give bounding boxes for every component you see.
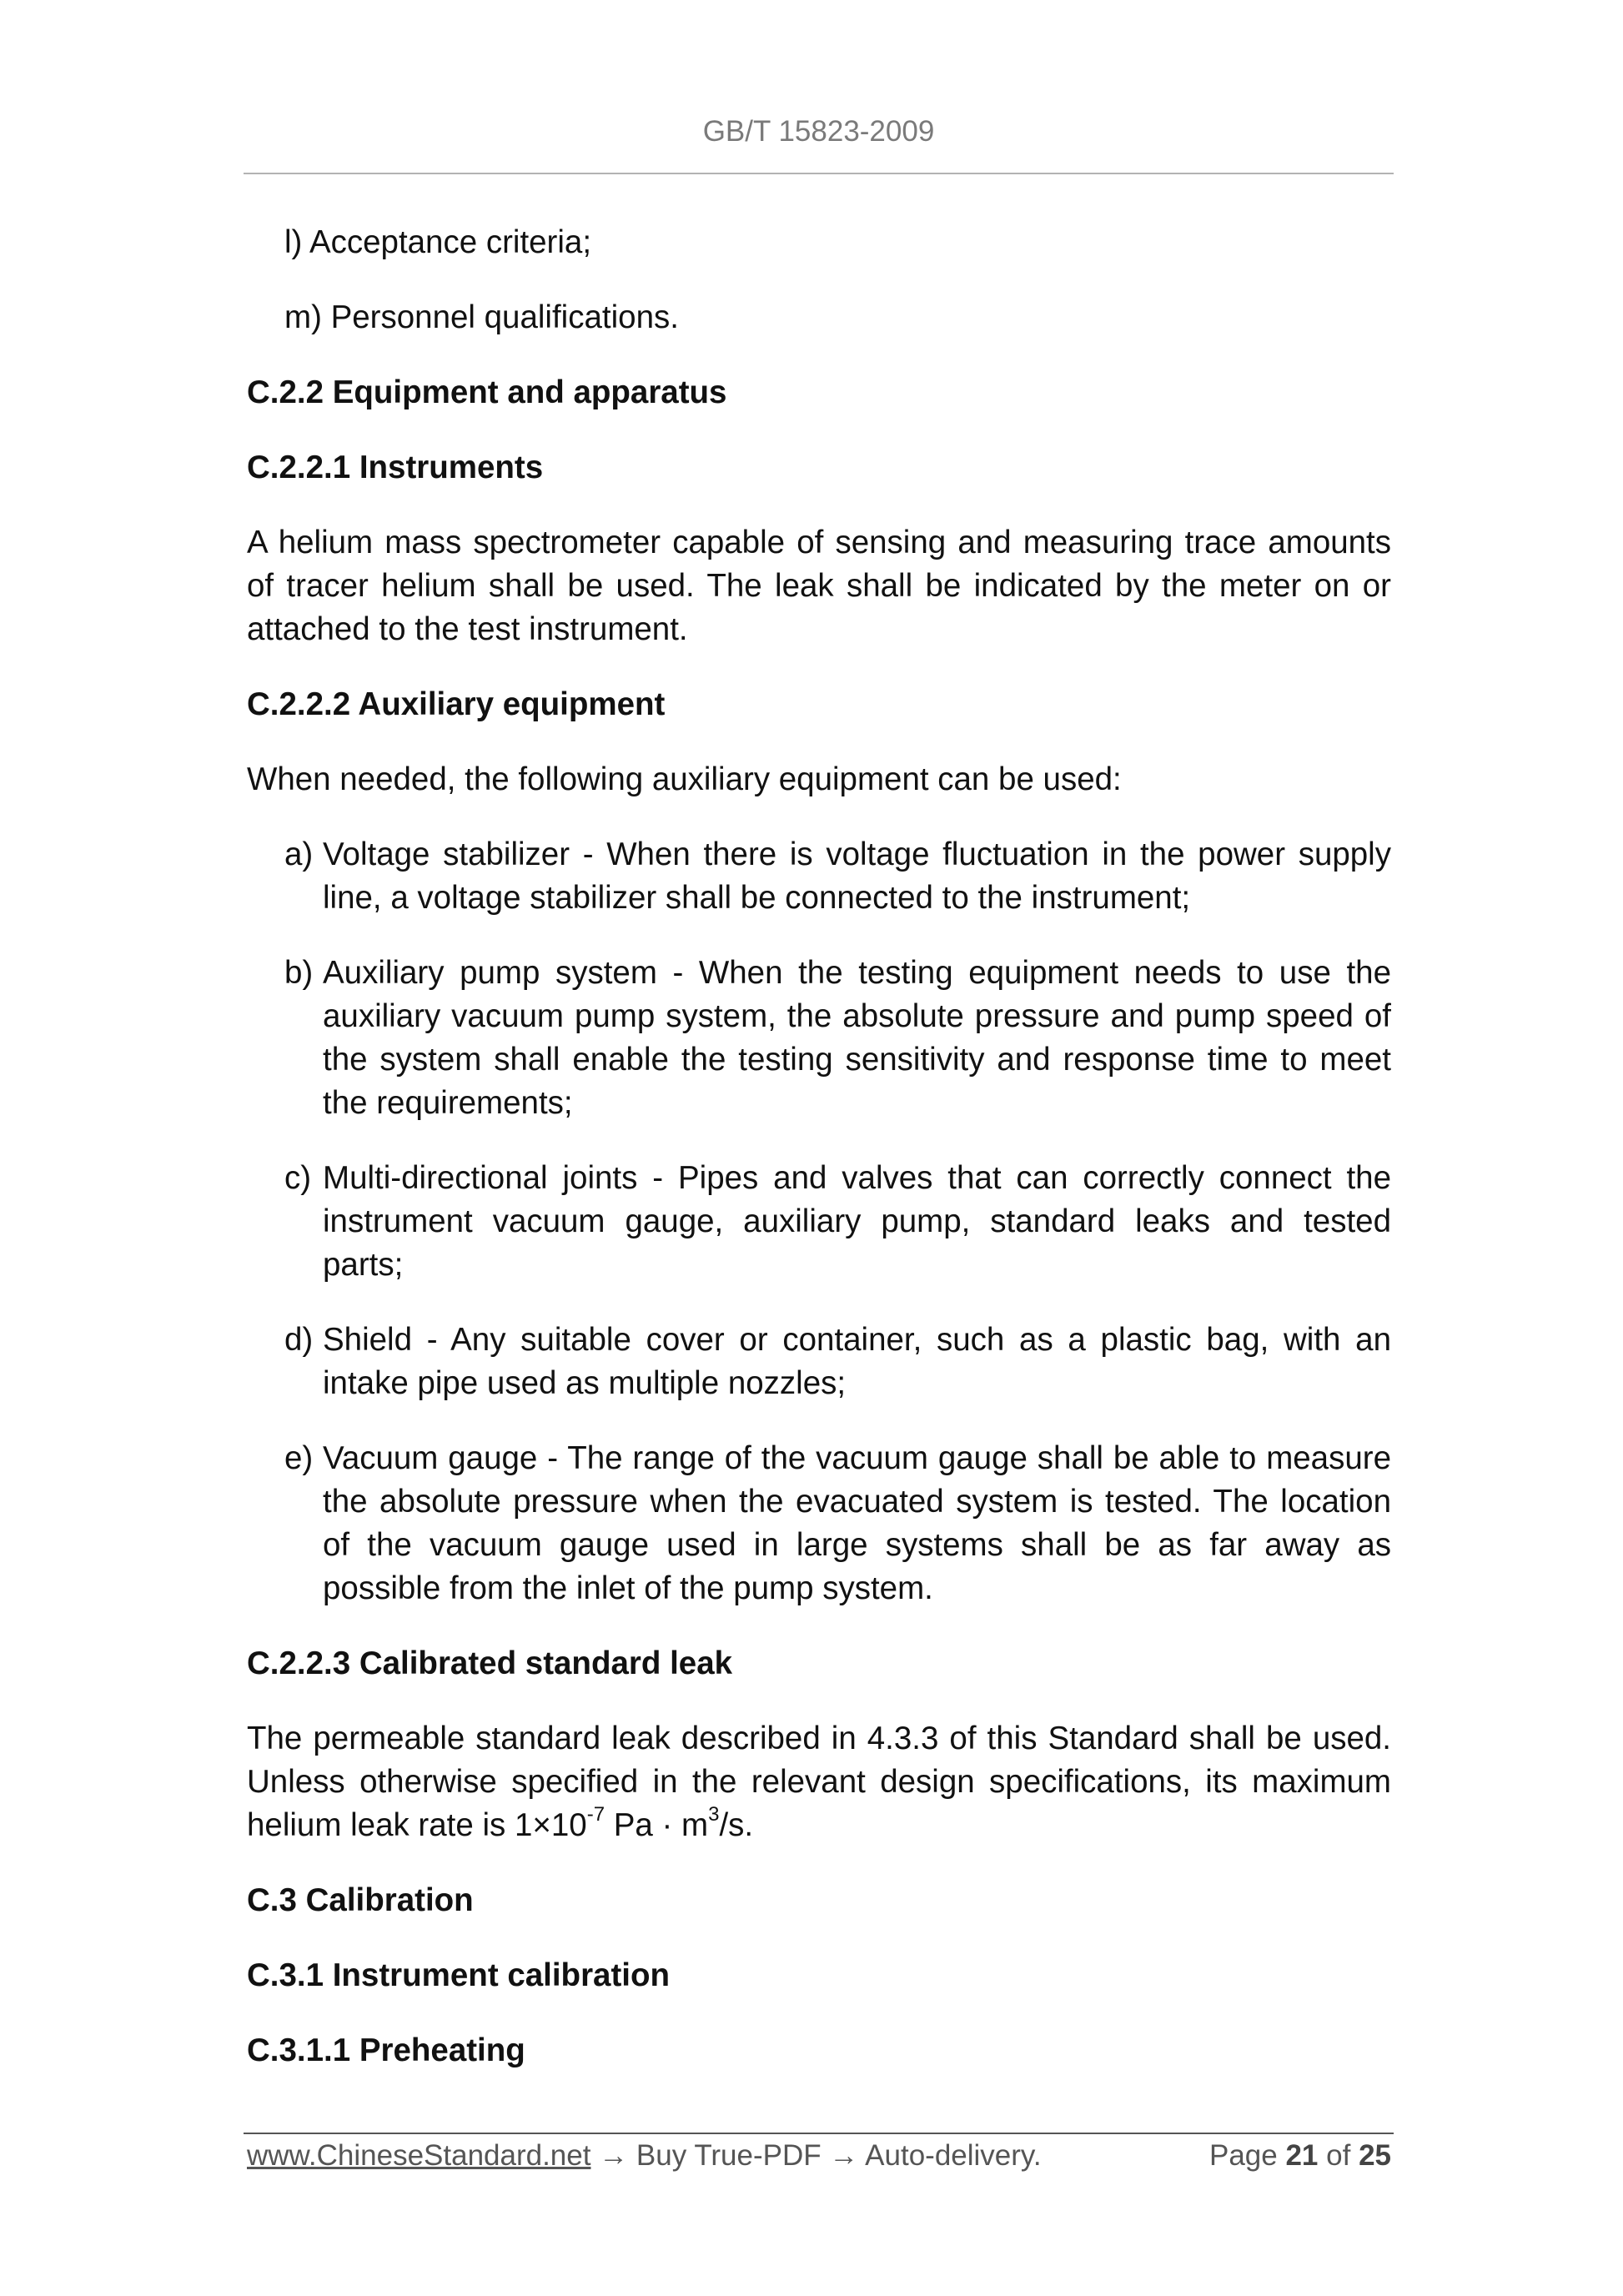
list-label: a) [284,837,314,872]
footer-purchase-text: → Buy True-PDF → Auto-delivery. [590,2139,1042,2172]
list-text: Auxiliary pump system - When the testing equipment needs to use the auxiliary vacuum pump system, the absolute pressure and pump speed of the system shall enable the testing sensitivity and response time to meet the requirements; [323,955,1391,1121]
leak-text-part2: Pa · m [605,1807,709,1843]
page-total: 25 [1359,2139,1391,2172]
list-item-c [284,1157,1391,1287]
paragraph-auxiliary-intro: When needed, the following auxiliary equipment can be used: [247,761,1122,797]
list-text: Vacuum gauge - The range of the vacuum gauge shall be able to measure the absolute pressure when the evacuated system is tested. The location of the vacuum gauge used in large systems shall be as far away as possible from the inlet of the pump system. [323,1440,1391,1606]
paragraph-standard-leak [247,1717,1391,1847]
heading-c-3-1-1: C.3.1.1 Preheating [247,2032,525,2068]
list-item-e [284,1437,1391,1610]
list-text: Voltage stabilizer - When there is voltage fluctuation in the power supply line, a voltage stabilizer shall be connected to the instrument; [323,837,1391,916]
list-item-m: m) Personnel qualifications. [284,299,679,335]
heading-c-2-2-2: C.2.2.2 Auxiliary equipment [247,686,666,722]
page-body [247,221,1391,2104]
heading-c-3-1: C.3.1 Instrument calibration [247,1957,671,1993]
footer-left [247,2139,1042,2173]
heading-c-3: C.3 Calibration [247,1882,474,1918]
list-item-a [284,833,1391,920]
header-rule [244,173,1394,174]
page-current: 21 [1285,2139,1319,2172]
list-label: e) [284,1440,314,1476]
list-item-b [284,952,1391,1125]
list-label: c) [284,1160,312,1196]
heading-c-2-2-3: C.2.2.3 Calibrated standard leak [247,1645,733,1681]
leak-text-part3: /s. [719,1807,754,1843]
page-word: Page [1208,2139,1278,2172]
of-word: of [1326,2139,1351,2172]
list-item-d [284,1319,1391,1405]
list-label: d) [284,1322,314,1358]
website-link[interactable]: www.ChineseStandard.net [247,2139,591,2172]
paragraph-instruments: A helium mass spectrometer capable of sensing and measuring trace amounts of tracer helium shall be used. The leak shall be indicated by the meter on or attached to the test instrument. [247,525,1391,647]
exponent-minus7: -7 [586,1803,605,1826]
page-footer [247,2139,1391,2173]
list-text: Shield - Any suitable cover or container, such as a plastic bag, with an intake pipe used as multiple nozzles; [323,1322,1391,1401]
page-number [1209,2139,1391,2173]
footer-rule [244,2133,1394,2134]
exponent-3: 3 [708,1803,720,1826]
list-item-l: l) Acceptance criteria; [284,224,592,260]
page-header-title: GB/T 15823-2009 [702,115,935,148]
list-text: Multi-directional joints - Pipes and valves that can correctly connect the instrument vacuum gauge, auxiliary pump, standard leaks and tested parts; [323,1160,1391,1283]
list-label: b) [284,955,314,991]
heading-c-2-2: C.2.2 Equipment and apparatus [247,374,727,410]
leak-text-part1: The permeable standard leak described in 4.3.3 of this Standard shall be used. Unless otherwise specified in the relevant design specifications, its maximum helium leak rate is 1×10 [247,1721,1391,1843]
heading-c-2-2-1: C.2.2.1 Instruments [247,450,544,485]
